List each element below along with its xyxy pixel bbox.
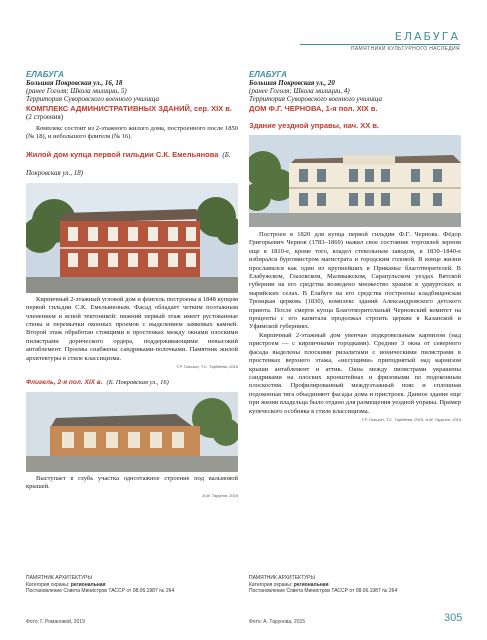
right-address: Большая Покровская ул., 20 bbox=[249, 79, 335, 87]
right-column bbox=[249, 70, 461, 422]
left-sub1-text: Кирпичный 2-этажный угловой дом и флигель построены в 1848 купцом первой гильдии С.К. Емельяновым. Фасад обладает четким поэтажным членением и ясной тектоникой: нижний первый этаж имеет рустованные стены и перемычки оконных проемов с выделением замковых камней. Второй этаж обработан стоящими в простенках между окнами плоскими пилястрами дорического ордера, поддерживающими невысокий антаблемент. Проемы снабжены сандриками-полочками. Памятник жилой архитектуры в стиле классицизма. bbox=[26, 295, 238, 362]
left-object-title: КОМПЛЕКС АДМИНИСТРАТИВНЫХ ЗДАНИЙ, сер. XIX в. bbox=[26, 104, 232, 113]
left-column bbox=[26, 70, 238, 498]
right-history-text: Построен в 1820 для купца первой гильдии Ф.Г. Чернова. Фёдор Григорьевич Чернов (1783–1869) нажил свое состояние торговлей зерном еще в 1810-е, кроме того, владел стекольным заводом, в 1830–1840-е избирался бургомистром магистрата и городским головой. В конце жизни прославился как один из крупнейших в Прикамье благотворителей. В Елабужском, Глазовском, Малмыжском, Сарапульском уездах Вятской губернии на его средства возведено множество храмов в удмуртских и марийских селах. В Елабуге на его средства построены кладбищенская Троицкая церковь (1830), комплекс зданий Александровского детского приюта. После смерти купца Благотворительный Черновский комитет на проценты с его капитала продолжал строить церкви в Казанской и Уфимской губерниях. bbox=[249, 231, 461, 331]
left-status-block bbox=[26, 575, 238, 595]
header-title: ЕЛАБУГА bbox=[394, 30, 460, 43]
left-status-heading: ПАМЯТНИК АРХИТЕКТУРЫ bbox=[26, 575, 92, 581]
right-former-address: (ранее Гоголя; Школа милиции, 4) bbox=[249, 87, 350, 95]
right-status-block bbox=[249, 575, 461, 595]
right-territory: Территория Суворовского военного училища bbox=[249, 95, 383, 103]
left-intro-text: Комплекс состоит из 2-этажного жилого дома, построенного после 1850 (№ 18), и небольшого флигеля (№ 16). bbox=[26, 125, 238, 141]
left-territory: Территория Суворовского военного училища bbox=[26, 95, 160, 103]
right-object-subtitle: Здание уездной управы, нач. XX в. bbox=[249, 121, 380, 130]
left-address: Большая Покровская ул., 16, 18 bbox=[26, 79, 123, 87]
outbuilding-photo bbox=[26, 392, 238, 472]
left-sub2-paren: (Б. Покровская ул., 16) bbox=[106, 379, 169, 387]
left-sub2-title: Флигель, 2-я пол. XIX в. bbox=[26, 379, 103, 387]
right-city: ЕЛАБУГА bbox=[249, 70, 287, 79]
left-sub1-title: Жилой дом купца первой гильдии С.К. Емельянова bbox=[26, 149, 219, 159]
left-sub2-credit: А.М. Тарунов, 2019 bbox=[202, 492, 238, 498]
left-decree: Постановление Совета Министров ТАССР от 08.06.1987 № 264 bbox=[26, 588, 175, 594]
left-building-count: (2 строения) bbox=[26, 113, 64, 121]
left-category-value: региональная bbox=[70, 581, 106, 588]
right-status-heading: ПАМЯТНИК АРХИТЕКТУРЫ bbox=[249, 575, 315, 581]
right-category-label: Категория охраны: bbox=[249, 581, 293, 588]
left-category-label: Категория охраны: bbox=[26, 581, 70, 588]
left-former-address: (ранее Гоголя; Школа милиции, 5) bbox=[26, 87, 127, 95]
left-sub1-heading bbox=[26, 144, 238, 180]
right-photo-credit: Фото: А. Тарунова, 2015 bbox=[249, 619, 306, 625]
house-photo-emelyanov bbox=[26, 183, 238, 293]
left-sub2-text: Выступает в глубь участка одноэтажное строение под вальмовой крышей. bbox=[26, 475, 238, 491]
left-city: ЕЛАБУГА bbox=[26, 70, 64, 79]
left-sub1-paren: (Б. Покровская ул., 18) bbox=[26, 150, 231, 177]
left-sub2-heading bbox=[26, 371, 238, 389]
right-description-text: Кирпичный 2-этажный дом увенчан подкровельным карнизом (над пристроем — с кирпичными городками). Средние 3 окна от северного фасада выделены плоскими ризалитами с ионическими пилястрами в простенках верхнего этажа, «несущими» приподнятый над карнизом крыши антаблемент и аттик. Окна между пилястрами украшены сандриками на плоских кронштейнах и фризовыми по подоконным плоскостям. Профилированный междуэтажный пояс и сплошная подоконная тяга объединяют фасады дома и пристроек. Данное здание еще при жизни владельца было отдано для размещения уездной управы. Пример купеческого особняка в стиле классицизма. bbox=[249, 331, 461, 415]
running-header bbox=[300, 30, 460, 52]
house-photo-chernov bbox=[249, 135, 461, 227]
right-credit: Т.Р. Гильзин, Т.С. Тарбеева, 2019, А.М. Тарунов, 2019 bbox=[361, 416, 461, 422]
right-decree: Постановление Совета Министров ТАССР от 08.06.1987 № 264 bbox=[249, 588, 398, 594]
header-subtitle: ПАМЯТНИКИ КУЛЬТУРНОГО НАСЛЕДИЯ bbox=[350, 46, 460, 52]
right-object-title: ДОМ Ф.Г. ЧЕРНОВА, 1-я пол. XIX в. bbox=[249, 104, 378, 113]
page-number: 305 bbox=[444, 612, 463, 624]
left-sub1-credit: Т.Р. Гильзин, Т.С. Тарбеева, 2019 bbox=[176, 364, 238, 370]
header-rule bbox=[300, 44, 460, 45]
right-category-value: региональная bbox=[293, 581, 329, 588]
left-photo-credit: Фото: Г. Романовой, 2019 bbox=[26, 619, 85, 625]
